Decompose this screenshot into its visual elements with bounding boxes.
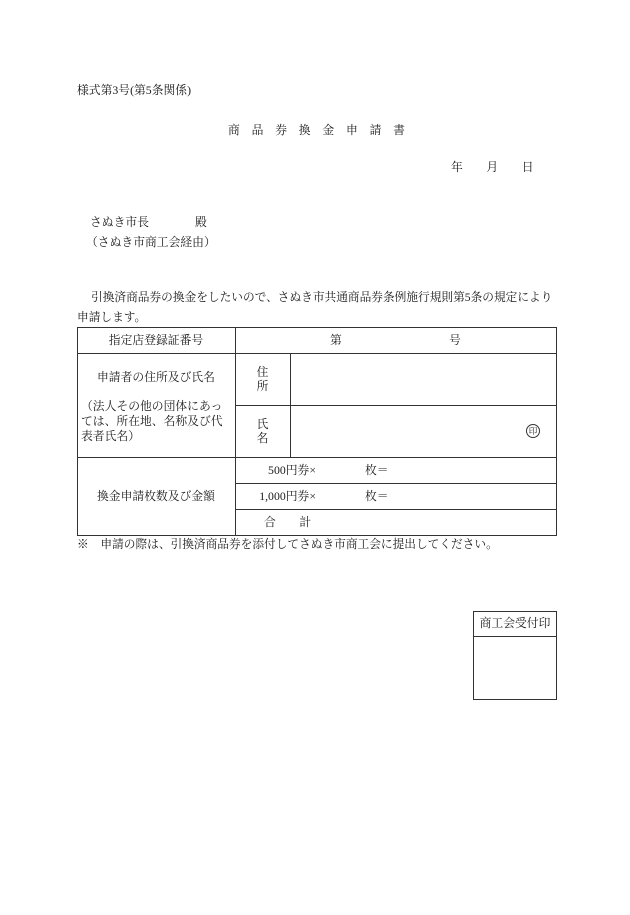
sheets-equals-label: 枚＝ [365, 489, 389, 503]
seal-mark: 印 [526, 424, 540, 438]
name-label: 氏名 [256, 417, 269, 445]
address-label-cell [235, 353, 290, 405]
registration-number-field[interactable] [235, 327, 557, 353]
total-label: 合 計 [264, 515, 312, 529]
amount-row-500[interactable] [235, 457, 557, 483]
applicant-note-line: 表者氏名） [81, 429, 140, 443]
name-field[interactable] [290, 405, 557, 457]
body-text-line-1: 引換済商品券の換金をしたいので、さぬき市共通商品券条例施行規則第5条の規定により [91, 291, 553, 304]
applicant-note [77, 399, 235, 444]
date-line: 年 月 日 [451, 160, 534, 174]
applicant-note-line: （法人その他の団体にあっ [81, 399, 223, 413]
applicant-label: 申請者の住所及び氏名 [97, 370, 215, 384]
registration-number-label: 指定店登録証番号 [108, 333, 204, 347]
addressee-via: （さぬき市商工会経由） [86, 235, 216, 249]
addressee-name: さぬき市長 [90, 215, 149, 229]
sheets-equals-label: 枚＝ [365, 463, 389, 477]
applicant-note-line: ては、所在地、名称及び代 [81, 414, 223, 428]
addressee-honorific: 殿 [195, 215, 207, 229]
form-number: 様式第3号(第5条関係) [77, 83, 192, 97]
registration-suffix: 号 [449, 333, 461, 347]
amount-total-row[interactable] [235, 509, 557, 535]
application-table [77, 327, 557, 536]
amount-row-1000[interactable] [235, 483, 557, 509]
receipt-stamp-label: 商工会受付印 [474, 612, 556, 637]
form-title: 商 品 券 換 金 申 請 書 [228, 123, 405, 137]
receipt-stamp-box [473, 611, 557, 700]
denomination-label: 500円券× [268, 463, 316, 477]
body-text-line-2: 申請します。 [77, 311, 147, 324]
denomination-label: 1,000円券× [259, 489, 316, 503]
submission-note: ※ 申請の際は、引換済商品券を添付してさぬき市商工会に提出してください。 [77, 538, 498, 551]
name-label-cell [235, 405, 290, 457]
amount-label: 換金申請枚数及び金額 [97, 489, 215, 503]
registration-prefix: 第 [330, 333, 342, 347]
address-field[interactable] [290, 353, 557, 405]
address-label: 住所 [256, 365, 269, 393]
applicant-label-cell [77, 353, 235, 457]
